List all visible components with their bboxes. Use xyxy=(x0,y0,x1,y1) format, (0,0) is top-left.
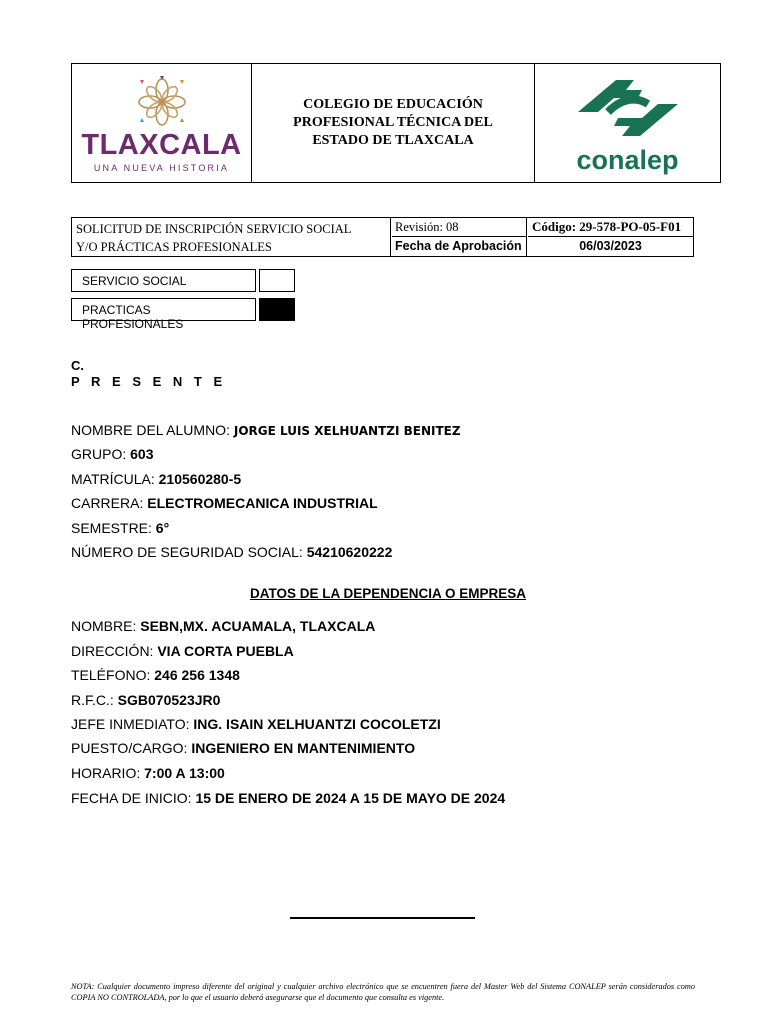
rfc-label: R.F.C.: xyxy=(71,692,114,708)
form-info-table xyxy=(71,217,694,257)
tlaxcala-logo-text: TLAXCALA xyxy=(81,128,242,161)
institution-title-line-2: PROFESIONAL TÉCNICA DEL xyxy=(293,115,493,130)
career-label: CARRERA: xyxy=(71,495,144,511)
schedule-label: HORARIO: xyxy=(71,765,141,781)
phone-value: 246 256 1348 xyxy=(154,667,240,683)
student-name-label: NOMBRE DEL ALUMNO: xyxy=(71,422,230,438)
career-value: ELECTROMECANICA INDUSTRIAL xyxy=(147,495,378,511)
address-value: VIA CORTA PUEBLA xyxy=(157,643,294,659)
conalep-logo xyxy=(535,64,720,182)
phone-label: TELÉFONO: xyxy=(71,667,151,683)
nss-line xyxy=(71,544,392,560)
tlaxcala-flower-icon xyxy=(132,74,192,130)
semester-line xyxy=(71,520,169,536)
tlaxcala-logo xyxy=(72,64,252,182)
nss-label: NÚMERO DE SEGURIDAD SOCIAL: xyxy=(71,544,303,560)
codigo-cell: Código: 29-578-PO-05-F01 xyxy=(528,218,693,237)
matricula-line xyxy=(71,471,241,487)
form-title-line-2: Y/O PRÁCTICAS PROFESIONALES xyxy=(76,240,272,254)
conalep-logo-text: conalep xyxy=(576,145,679,175)
servicio-social-label: SERVICIO SOCIAL xyxy=(71,269,256,292)
practicas-profesionales-checkbox[interactable] xyxy=(259,298,295,321)
footer-note: NOTA: Cualquier documento impreso diferente del original y cualquier archivo electrónico que se encuentren fuera del Master Web del Sistema CONALEP serán considerados como COPIA NO CONTROLADA, por lo que el usuario deberá asegurarse que el documento que consulta es vigente. xyxy=(71,982,695,1002)
company-name-value: SEBN,MX. ACUAMALA, TLAXCALA xyxy=(140,618,376,634)
conalep-emblem-icon xyxy=(568,72,688,144)
practicas-profesionales-label: PRACTICAS PROFESIONALES xyxy=(71,298,256,321)
supervisor-line xyxy=(71,716,441,732)
position-line xyxy=(71,740,415,756)
tlaxcala-logo-subtitle: UNA NUEVA HISTORIA xyxy=(93,162,230,173)
company-section-title xyxy=(0,586,768,601)
address-line xyxy=(71,643,294,659)
group-label: GRUPO: xyxy=(71,446,127,462)
signature-line xyxy=(290,917,475,919)
institution-title-line-1: COLEGIO DE EDUCACIÓN xyxy=(303,97,483,112)
phone-line xyxy=(71,667,240,683)
semester-label: SEMESTRE: xyxy=(71,520,152,536)
supervisor-value: ING. ISAIN XELHUANTZI COCOLETZI xyxy=(193,716,441,732)
student-name-line xyxy=(71,422,461,438)
start-date-label: FECHA DE INICIO: xyxy=(71,790,192,806)
matricula-label: MATRÍCULA: xyxy=(71,471,155,487)
institution-title xyxy=(252,64,535,182)
supervisor-label: JEFE INMEDIATO: xyxy=(71,716,190,732)
group-line xyxy=(71,446,153,462)
semester-value: 6° xyxy=(155,520,170,536)
revision-cell: Revisión: 08 xyxy=(392,218,527,237)
nss-value: 54210620222 xyxy=(306,544,393,560)
address-label: DIRECCIÓN: xyxy=(71,643,154,659)
rfc-line xyxy=(71,692,220,708)
institution-title-line-3: ESTADO DE TLAXCALA xyxy=(312,133,474,148)
position-value: INGENIERO EN MANTENIMIENTO xyxy=(191,740,416,756)
position-label: PUESTO/CARGO: xyxy=(71,740,188,756)
matricula-value: 210560280-5 xyxy=(158,471,242,487)
schedule-value: 7:00 A 13:00 xyxy=(144,765,225,781)
presente-heading: P R E S E N T E xyxy=(71,374,227,389)
approval-date-value: 06/03/2023 xyxy=(579,239,642,253)
company-name-line xyxy=(71,618,375,634)
group-value: 603 xyxy=(130,446,154,462)
rfc-value: SGB070523JR0 xyxy=(117,692,221,708)
form-title-line-1: SOLICITUD DE INSCRIPCIÓN SERVICIO SOCIAL xyxy=(76,222,352,236)
student-name-value: JORGE LUIS XELHUANTZI BENITEZ xyxy=(233,424,461,438)
approval-date-label: Fecha de Aprobación xyxy=(392,237,527,256)
career-line xyxy=(71,495,378,511)
schedule-line xyxy=(71,765,225,781)
addressee: C. xyxy=(71,358,84,373)
company-name-label: NOMBRE: xyxy=(71,618,137,634)
company-section-title-text: DATOS DE LA DEPENDENCIA O EMPRESA xyxy=(249,586,527,601)
form-title-cell xyxy=(72,218,391,256)
start-date-line xyxy=(71,790,505,806)
servicio-social-checkbox[interactable] xyxy=(259,269,295,292)
start-date-value: 15 DE ENERO DE 2024 A 15 DE MAYO DE 2024 xyxy=(195,790,506,806)
document-header xyxy=(71,63,721,183)
